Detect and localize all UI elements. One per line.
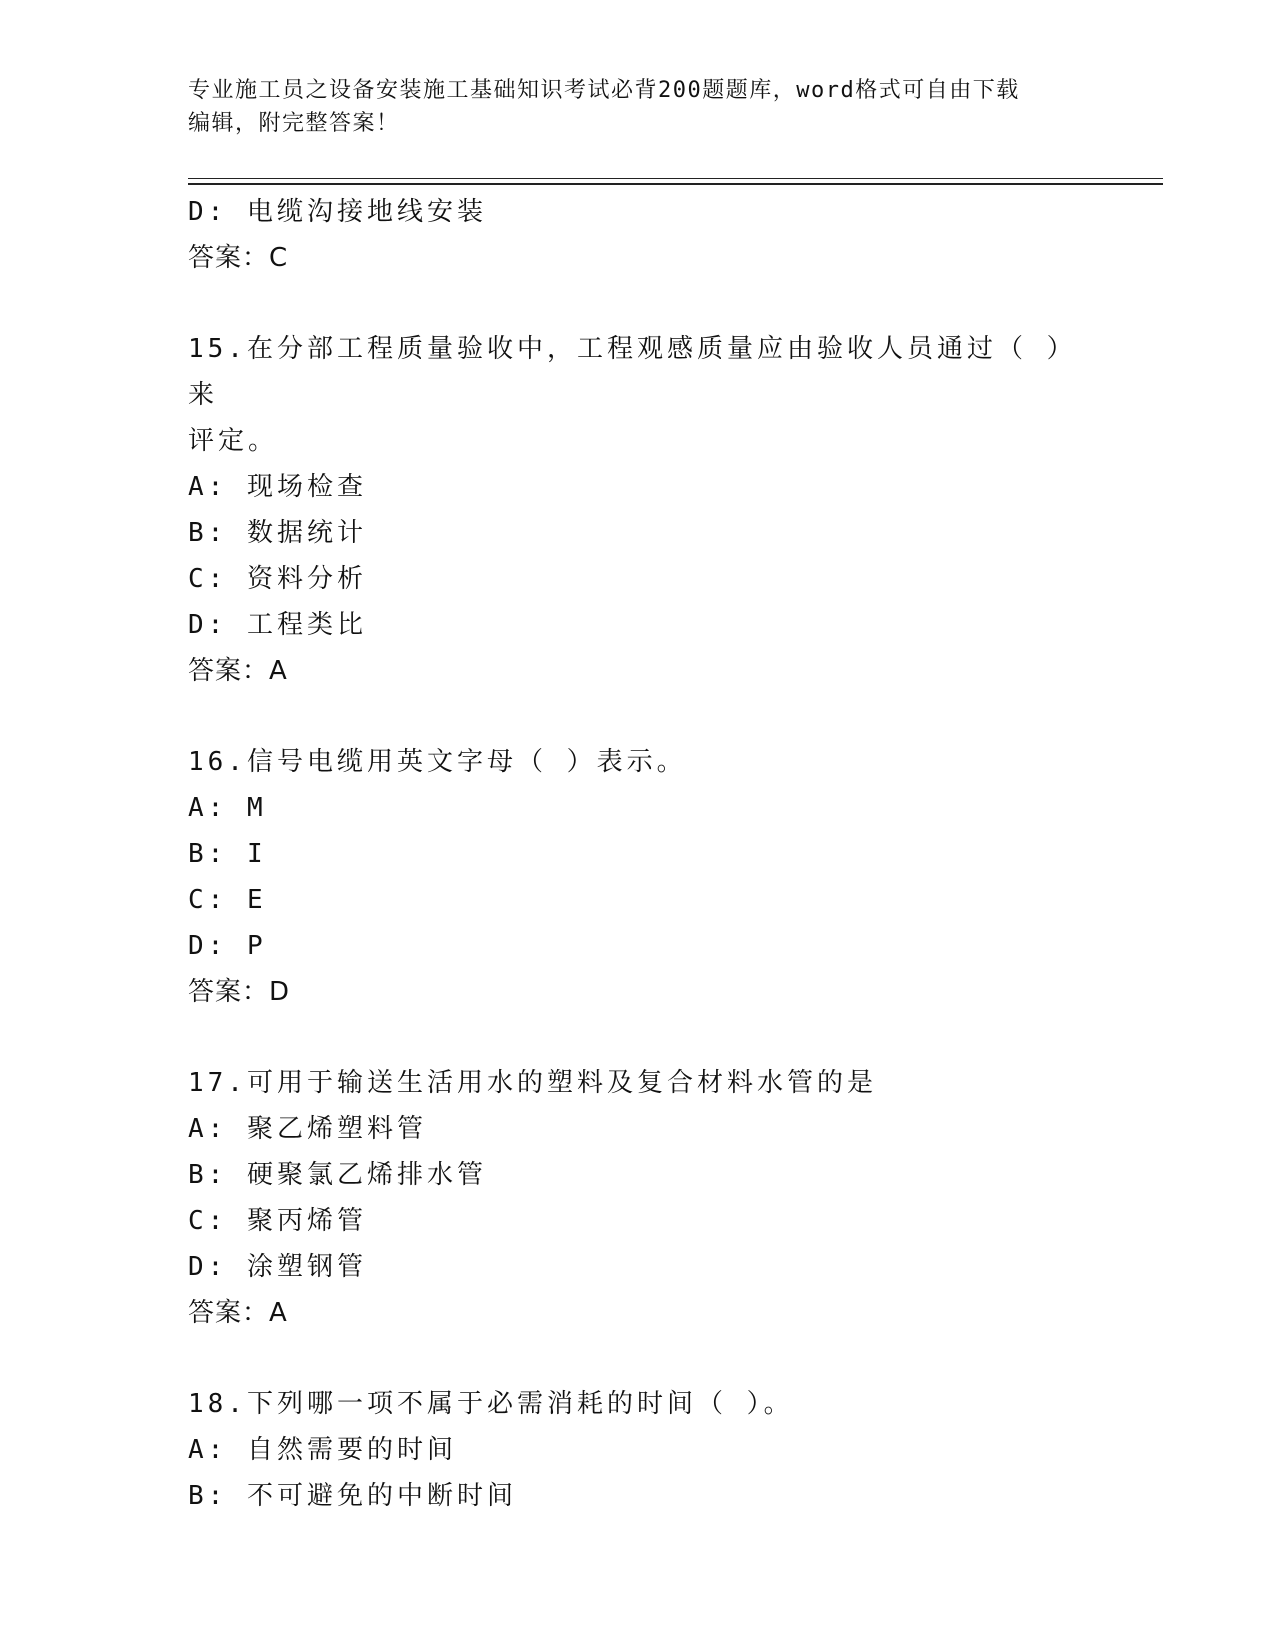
spacer: [188, 1336, 1088, 1381]
header-title-line1: 专业施工员之设备安装施工基础知识考试必背200题题库，word格式可自由下载: [188, 78, 1020, 103]
question-17-option-c: C: 聚丙烯管: [188, 1206, 367, 1236]
question-17-option-d: D: 涂塑钢管: [188, 1252, 367, 1282]
document-header: [188, 74, 1088, 140]
header-title-line2: 编辑，附完整答案！: [188, 111, 400, 136]
question-15: [188, 326, 1088, 694]
question-16-option-c: C: E: [188, 885, 267, 915]
question-14-option-d: D: 电缆沟接地线安装: [188, 197, 487, 227]
question-18-option-b: B: 不可避免的中断时间: [188, 1481, 517, 1511]
question-16-answer: 答案：D: [188, 977, 291, 1007]
question-17-answer: 答案：A: [188, 1298, 288, 1328]
question-18-option-a: A: 自然需要的时间: [188, 1435, 457, 1465]
question-16-stem: 16.信号电缆用英文字母（ ）表示。: [188, 747, 687, 777]
header-divider-thin: [188, 178, 1163, 179]
question-15-option-d: D: 工程类比: [188, 610, 367, 640]
header-divider-thick: [188, 183, 1163, 185]
question-15-option-c: C: 资料分析: [188, 564, 367, 594]
question-15-answer: 答案：A: [188, 656, 288, 686]
question-content: [188, 189, 1088, 1519]
spacer: [188, 1015, 1088, 1060]
question-16: [188, 739, 1088, 1015]
question-17-option-a: A: 聚乙烯塑料管: [188, 1114, 427, 1144]
question-17-option-b: B: 硬聚氯乙烯排水管: [188, 1160, 487, 1190]
question-17-stem: 17.可用于输送生活用水的塑料及复合材料水管的是: [188, 1068, 877, 1098]
question-15-stem-line1: 15.在分部工程质量验收中，工程观感质量应由验收人员通过（ ）来: [188, 334, 1077, 410]
question-16-option-a: A: M: [188, 793, 267, 823]
spacer: [188, 694, 1088, 739]
question-15-option-b: B: 数据统计: [188, 518, 367, 548]
spacer: [188, 281, 1088, 326]
question-18: [188, 1381, 1088, 1519]
question-18-stem: 18.下列哪一项不属于必需消耗的时间（ ）。: [188, 1389, 794, 1419]
question-15-stem-line2: 评定。: [188, 426, 279, 456]
question-16-option-b: B: I: [188, 839, 267, 869]
question-17: [188, 1060, 1088, 1336]
question-15-option-a: A: 现场检查: [188, 472, 367, 502]
question-16-option-d: D: P: [188, 931, 267, 961]
question-14-answer: 答案：C: [188, 243, 289, 273]
